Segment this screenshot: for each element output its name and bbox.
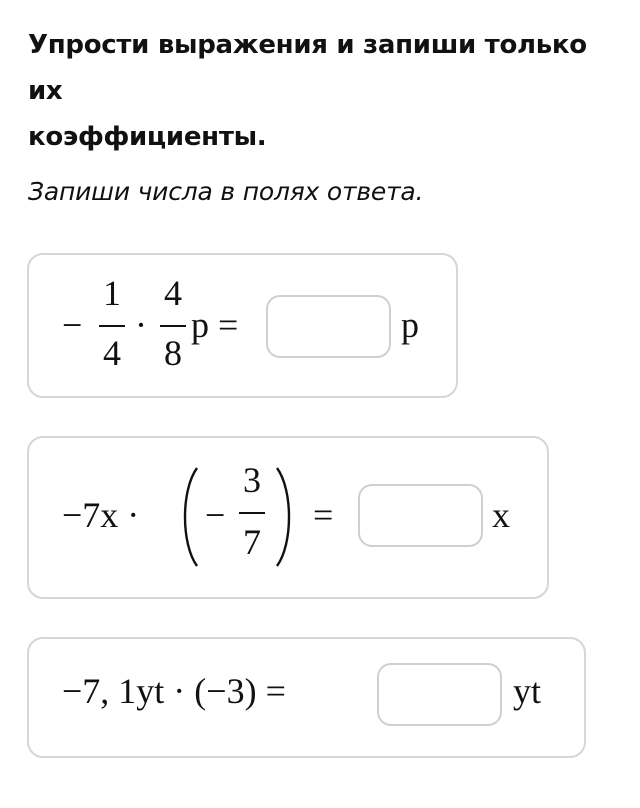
expression-1 (29, 255, 456, 396)
fraction-2-bar (160, 325, 186, 327)
task-instruction (28, 22, 628, 160)
fraction-bar (239, 512, 265, 514)
answer-input-3[interactable] (377, 663, 502, 726)
unit-label-1: p (401, 305, 419, 345)
left-parenthesis (177, 466, 201, 568)
expression-3: −7, 1yt · (−3) = (62, 671, 286, 711)
answer-input-2[interactable] (358, 484, 483, 547)
fraction-2-denominator: 8 (164, 333, 182, 373)
variable-and-equals: p = (191, 305, 239, 345)
expression-card-3 (27, 637, 586, 758)
fraction-1-denominator: 4 (103, 333, 121, 373)
answer-hint: Запиши числа в полях ответа. (28, 177, 424, 206)
instruction-line-2: коэффициенты. (28, 122, 267, 152)
fraction-denominator: 7 (243, 522, 261, 562)
expression-card-2 (27, 436, 549, 599)
unit-label-2: x (492, 495, 510, 535)
minus-sign: − (62, 305, 83, 345)
expression-2-left: −7x · (62, 495, 140, 535)
multiply-dot: · (135, 305, 147, 345)
expression-card-1 (27, 253, 458, 398)
fraction-2-numerator: 4 (164, 273, 182, 313)
answer-input-1[interactable] (266, 295, 391, 358)
instruction-line-1: Упрости выражения и запиши только их (28, 30, 587, 106)
minus-sign: − (205, 495, 226, 535)
right-parenthesis (273, 466, 297, 568)
fraction-1-numerator: 1 (103, 273, 121, 313)
unit-label-3: yt (513, 671, 542, 711)
equals-sign: = (313, 495, 334, 535)
fraction-1-bar (99, 325, 125, 327)
fraction-numerator: 3 (243, 460, 261, 500)
